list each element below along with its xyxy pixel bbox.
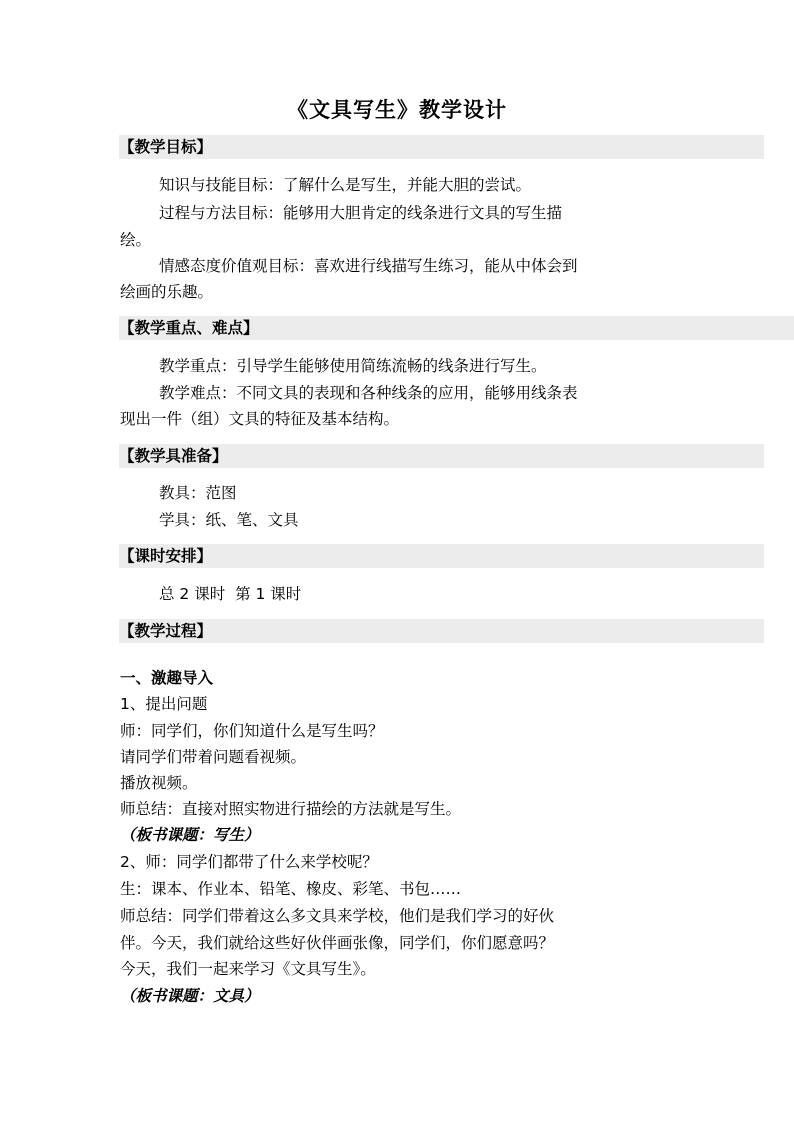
- section-header-materials: 【教学具准备】: [119, 444, 764, 468]
- objectives-line-2: 过程与方法目标：能够用大胆肯定的线条进行文具的写生描: [159, 204, 563, 222]
- objectives-line-3: 绘。: [120, 231, 152, 249]
- process-line-4: 播放视频。: [120, 774, 198, 792]
- materials-line-2: 学具：纸、笔、文具: [159, 511, 299, 529]
- section-header-objectives: 【教学目标】: [119, 135, 764, 159]
- process-line-1: 1、提出问题: [120, 695, 208, 713]
- section-header-schedule: 【课时安排】: [119, 544, 764, 568]
- process-line-3: 请同学们带着问题看视频。: [120, 748, 307, 766]
- key-points-line-1: 教学重点：引导学生能够使用简练流畅的线条进行写生。: [159, 357, 547, 375]
- process-line-12-board-note: （板书课题：文具）: [120, 986, 260, 1005]
- process-line-10: 伴。今天，我们就给这些好伙伴画张像，同学们，你们愿意吗？: [120, 934, 555, 952]
- section-header-process: 【教学过程】: [119, 619, 764, 643]
- key-points-line-3: 现出一件（组）文具的特征及基本结构。: [120, 410, 400, 428]
- section-header-key-points: 【教学重点、难点】: [119, 316, 794, 340]
- key-points-line-2: 教学难点：不同文具的表现和各种线条的应用，能够用线条表: [159, 384, 578, 402]
- process-line-11: 今天，我们一起来学习《文具写生》。: [120, 960, 376, 978]
- process-line-9: 师总结：同学们带着这么多文具来学校，他们是我们学习的好伙: [120, 907, 555, 925]
- process-line-2: 师：同学们，你们知道什么是写生吗？: [120, 722, 384, 740]
- process-line-6-board-note: （板书课题：写生）: [120, 825, 260, 844]
- objectives-line-4: 情感态度价值观目标：喜欢进行线描写生练习，能从中体会到: [159, 257, 578, 275]
- process-subheading: 一、激趣导入: [120, 669, 214, 687]
- process-line-5: 师总结：直接对照实物进行描绘的方法就是写生。: [120, 800, 462, 818]
- process-line-7: 2、师：同学们都带了什么来学校呢？: [120, 853, 378, 871]
- document-title: 《文具写生》教学设计: [287, 97, 507, 122]
- process-line-8: 生：课本、作业本、铅笔、橡皮、彩笔、书包……: [120, 880, 462, 898]
- objectives-line-1: 知识与技能目标：了解什么是写生，并能大胆的尝试。: [159, 176, 532, 194]
- schedule-line-1: 总 2 课时 第 1 课时: [159, 585, 302, 603]
- materials-line-1: 教具：范图: [159, 484, 237, 502]
- objectives-line-5: 绘画的乐趣。: [120, 283, 214, 301]
